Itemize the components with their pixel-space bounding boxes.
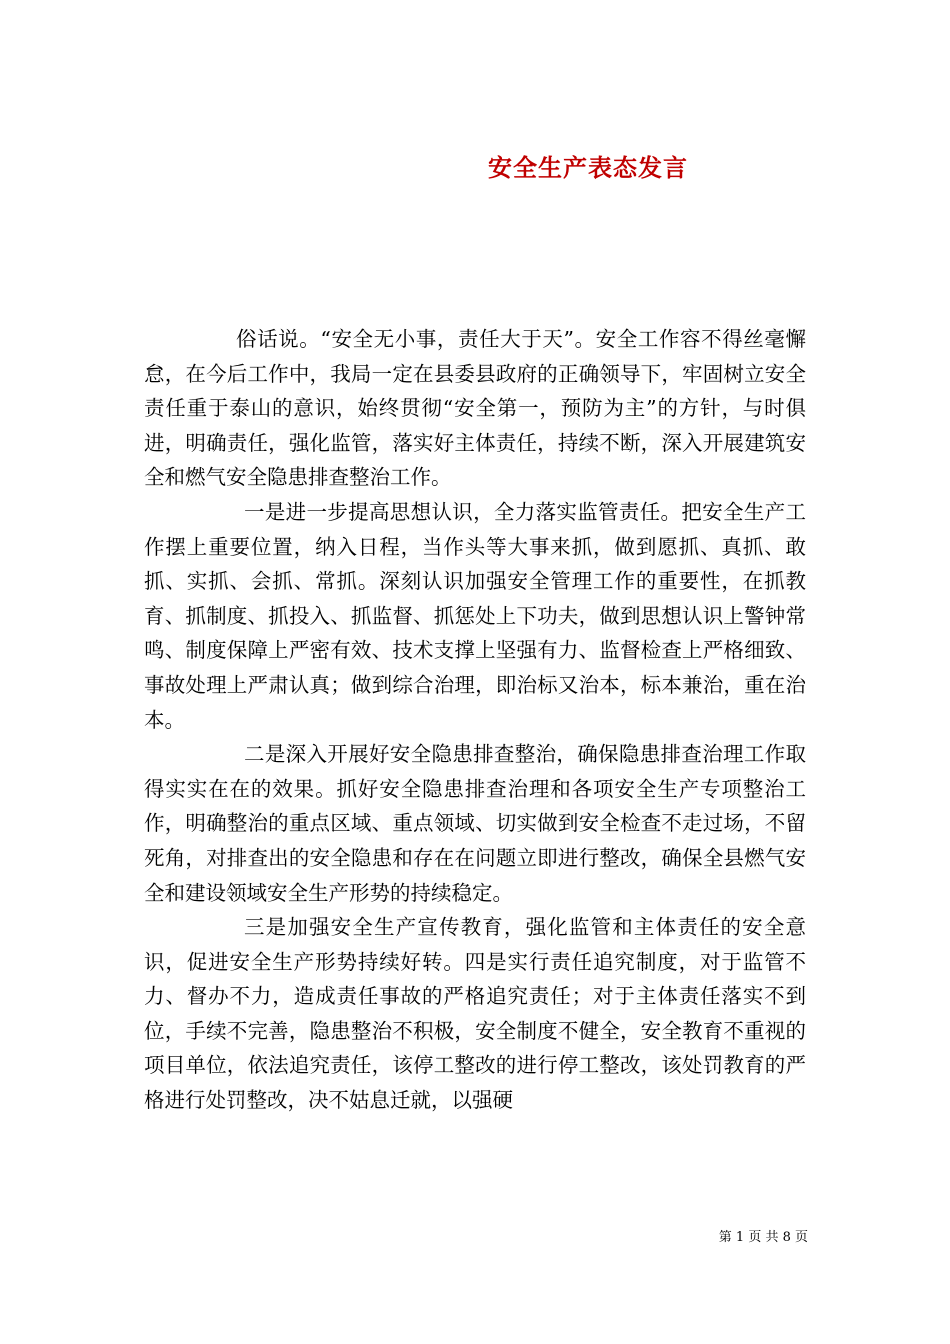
paragraph: 三是加强安全生产宣传教育，强化监管和主体责任的安全意识，促进安全生产形势持续好转。四是实行责任追究制度，对于监管不力、督办不力，造成责任事故的严格追究责任；对于主体责任落实不到位，手续不完善，隐患整治不积极，安全制度不健全，安全教育不重视的项目单位，依法追究责任，该停工整改的进行停工整改，该处罚教育的严格进行处罚整改，决不姑息迁就，以强硬 <box>144 915 806 1113</box>
paragraph: 俗话说。“安全无小事，责任大于天”。安全工作容不得丝毫懈怠，在今后工作中，我局一定在县委县政府的正确领导下，牢固树立安全责任重于泰山的意识，始终贯彻“安全第一，预防为主”的方针，与时俱进，明确责任，强化监管，落实好主体责任，持续不断，深入开展建筑安全和燃气安全隐患排查整治工作。 <box>144 327 806 490</box>
page-number: 第 1 页 共 8 页 <box>718 1230 808 1245</box>
document-body <box>144 322 806 1118</box>
paragraph: 二是深入开展好安全隐患排查整治，确保隐患排查治理工作取得实实在在的效果。抓好安全隐患排查治理和各项安全生产专项整治工作，明确整治的重点区域、重点领域、切实做到安全检查不走过场，不留死角，对排查出的安全隐患和存在在问题立即进行整改，确保全县燃气安全和建设领域安全生产形势的持续稳定。 <box>144 742 806 905</box>
page-title: 安全生产表态发言 <box>488 153 688 183</box>
paragraph: 一是进一步提高思想认识，全力落实监管责任。把安全生产工作摆上重要位置，纳入日程，当作头等大事来抓，做到愿抓、真抓、敢抓、实抓、会抓、常抓。深刻认识加强安全管理工作的重要性，在抓教育、抓制度、抓投入、抓监督、抓惩处上下功夫，做到思想认识上警钟常鸣、制度保障上严密有效、技术支撑上坚强有力、监督检查上严格细致、事故处理上严肃认真；做到综合治理，即治标又治本，标本兼治，重在治本。 <box>144 499 806 732</box>
